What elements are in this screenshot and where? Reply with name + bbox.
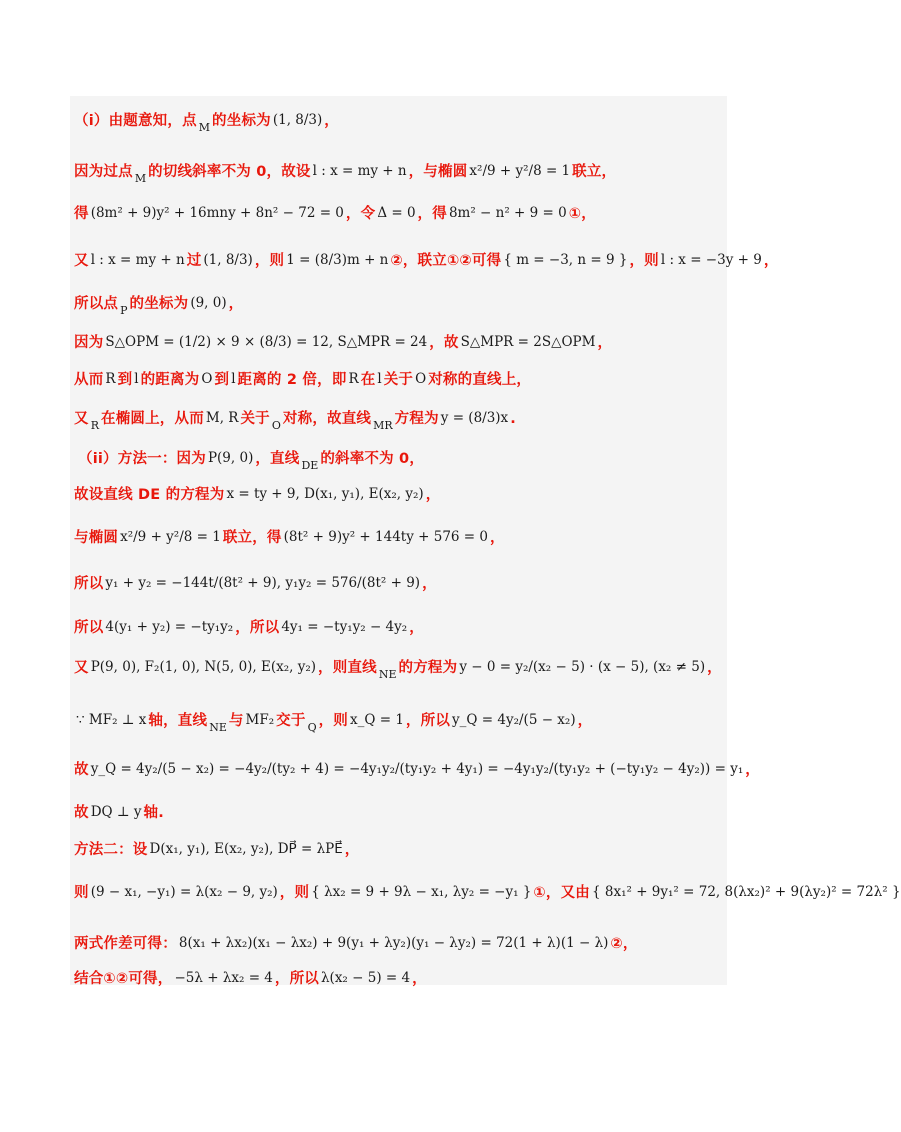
math-expression: O [201,371,213,388]
text-run: 故 [74,804,89,821]
math-expression: 1 = (8/3)m + n [286,252,389,269]
text-run: ，则 [279,884,310,901]
solution-line [74,155,724,189]
solution-line [78,442,724,476]
math-expression: 8(x₁ + λx₂)(x₁ − λx₂) + 9(y₁ + λy₂)(y₁ − λy₂) = 72(1 + λ)(1 − λ) [178,935,609,952]
math-expression: x_Q = 1 [350,712,404,729]
math-expression: y_Q = 4y₂/(5 − x₂) = −4y₂/(ty₂ + 4) = −4y₁y₂/(ty₁y₂ + 4y₁) = −4y₁y₂/(ty₁y₂ + (−ty₁y₂ − 4y₂)) = y₁ [90,761,744,778]
text-run: 所以点 [74,295,119,312]
text-run: 联立， [572,163,617,180]
math-expression: l : x = my + n [312,163,407,180]
math-expression: 4y₁ = −ty₁y₂ − 4y₂ [281,619,408,636]
text-run: 的距离为 [140,371,200,388]
math-expression: (8t² + 9)y² + 144ty + 576 = 0 [283,529,488,546]
text-run: 与 [228,712,244,729]
text-run: ， [425,486,441,503]
text-run: ，令 [345,205,376,222]
math-expression: y − 0 = y₂/(x₂ − 5) · (x − 5), (x₂ ≠ 5) [459,659,706,676]
math-expression: MF₂ [245,712,275,729]
math-expression: R [105,371,116,388]
math-expression: P(9, 0), F₂(1, 0), N(5, 0), E(x₂, y₂) [90,659,317,676]
math-expression: (8m² + 9)y² + 16mny + 8n² − 72 = 0 [90,205,344,222]
text-run: （i）由题意知，点 [74,112,197,129]
math-expression: x²/9 + y²/8 = 1 [120,529,221,546]
text-run: 在 [360,371,376,388]
math-expression: S△OPM = (1/2) × 9 × (8/3) = 12, S△MPR = 24 [105,334,428,351]
text-run: ， [489,529,505,546]
text-run: 故设直线 DE 的方程为 [74,486,225,503]
math-expression: Q [307,720,317,734]
text-run: ②， [610,935,638,952]
text-run: 的坐标为 [212,112,271,129]
solution-line [74,104,724,138]
math-expression: O [271,418,281,432]
math-expression: NE [378,667,397,681]
text-run: 对称，故直线 [282,410,372,427]
text-run: ，与椭圆 [408,163,468,180]
solution-line [74,363,724,397]
text-run: 轴. [143,804,164,821]
solution-line [74,833,724,867]
math-expression: (1, 8/3) [203,252,253,269]
math-expression: l [134,371,139,388]
text-run: ， [707,659,722,676]
math-expression: R [348,371,359,388]
text-run: 则 [74,884,89,901]
math-expression: DQ ⊥ y [90,804,142,821]
text-run: ，则 [254,252,285,269]
text-run: 的坐标为 [129,295,189,312]
solution-line [74,287,724,321]
text-run: ，得 [417,205,447,222]
text-run: ，则 [629,252,659,269]
math-expression: l : x = −3y + 9 [660,252,762,269]
text-run: . [510,410,516,427]
math-expression: O [415,371,427,388]
solution-line [74,326,724,360]
text-run: 的方程为 [398,659,458,676]
text-run: 方程为 [394,410,439,427]
math-expression: y₁ + y₂ = −144t/(8t² + 9), y₁y₂ = 576/(8t² + 9) [105,575,421,592]
math-expression: −5λ + λx₂ = 4 [174,970,273,987]
text-run: 到 [117,371,133,388]
math-expression: P [120,303,128,317]
text-run: 结合①②可得， [74,970,173,987]
text-run: ， [745,761,760,778]
text-run: 又 [74,659,89,676]
text-run: ，所以 [405,712,451,729]
math-expression: Δ = 0 [377,205,416,222]
math-expression: l : x = my + n [90,252,185,269]
solution-line [74,927,724,961]
text-run: ，所以 [235,619,280,636]
text-run: 关于 [383,371,414,388]
solution-line [74,796,724,830]
math-expression: { 8x₁² + 9y₁² = 72, 8(λx₂)² + 9(λy₂)² = 72λ² } [592,884,901,901]
text-run: ， [422,575,437,592]
text-run: 所以 [74,575,104,592]
text-run: ， [344,841,360,858]
text-run: 方法二：设 [74,841,148,858]
text-run: 从而 [74,371,104,388]
solution-line [74,611,724,645]
math-expression: NE [209,720,227,734]
solution-line [74,962,724,996]
math-expression: 8m² − n² + 9 = 0 [448,205,567,222]
text-run: 在椭圆上，从而 [101,410,204,427]
math-expression: S△MPR = 2S△OPM [460,334,596,351]
math-expression: R [90,418,99,432]
solution-line [74,478,724,512]
math-expression: { m = −3, n = 9 } [503,252,628,269]
text-run: 轴，直线 [148,712,208,729]
text-run: ，直线 [255,450,300,467]
text-run: ，则 [318,712,348,729]
math-expression: D(x₁, y₁), E(x₂, y₂), DP⃗ = λPE⃗ [149,841,343,858]
math-expression: (9, 0) [190,295,227,312]
math-expression: ∵ MF₂ ⊥ x [76,712,147,729]
math-expression: y = (8/3)x [440,410,509,427]
text-run: ， [577,712,593,729]
text-run: ， [228,295,244,312]
math-expression: x = ty + 9, D(x₁, y₁), E(x₂, y₂) [226,486,424,503]
text-run: ， [412,970,427,987]
math-expression: P(9, 0) [207,450,254,467]
math-expression: (9 − x₁, −y₁) = λ(x₂ − 9, y₂) [90,884,278,901]
text-run: ，故 [429,334,459,351]
math-expression: λ(x₂ − 5) = 4 [321,970,411,987]
text-run: 过 [186,252,202,269]
solution-line [74,521,724,555]
math-expression: M [134,171,147,185]
solution-line [74,704,724,738]
text-run: 与椭圆 [74,529,119,546]
text-run: ①， [568,205,596,222]
text-run: ， [409,619,424,636]
solution-line [74,753,760,787]
solution-line [74,651,724,685]
math-expression: 4(y₁ + y₂) = −ty₁y₂ [105,619,234,636]
solution-line [74,402,724,436]
text-run: ， [763,252,779,269]
math-expression: M, R [205,410,239,427]
text-run: ①，又由 [533,884,590,901]
solution-line [74,876,901,910]
text-run: 因为 [74,334,104,351]
text-run: 两式作差可得： [74,935,177,952]
text-run: ， [597,334,613,351]
math-expression: { λx₂ = 9 + 9λ − x₁, λy₂ = −y₁ } [311,884,532,901]
math-expression: (1, 8/3) [272,112,323,129]
text-run: ，则直线 [318,659,377,676]
text-run: ， [324,112,339,129]
math-expression: DE [301,458,319,472]
solution-line [74,567,724,601]
text-run: （ii）方法一：因为 [78,450,206,467]
text-run: 联立，得 [222,529,282,546]
text-run: 对称的直线上， [428,371,532,388]
text-run: 故 [74,761,89,778]
text-run: 距离的 2 倍，即 [237,371,347,388]
text-run: 交于 [276,712,306,729]
math-expression: l [377,371,382,388]
solution-line [74,244,779,278]
math-expression: l [231,371,236,388]
text-run: 因为过点 [74,163,133,180]
math-expression: M [198,120,211,134]
text-run: 的切线斜率不为 0，故设 [148,163,311,180]
text-run: 所以 [74,619,104,636]
math-expression: y_Q = 4y₂/(5 − x₂) [452,712,576,729]
math-expression: x²/9 + y²/8 = 1 [469,163,571,180]
math-expression: MR [373,418,393,432]
solution-line [74,197,724,231]
text-run: 的斜率不为 0， [320,450,425,467]
text-run: ②，联立①②可得 [390,252,502,269]
text-run: 又 [74,410,89,427]
text-run: ，所以 [274,970,319,987]
text-run: 得 [74,205,89,222]
text-run: 到 [214,371,230,388]
text-run: 又 [74,252,89,269]
text-run: 关于 [240,410,270,427]
